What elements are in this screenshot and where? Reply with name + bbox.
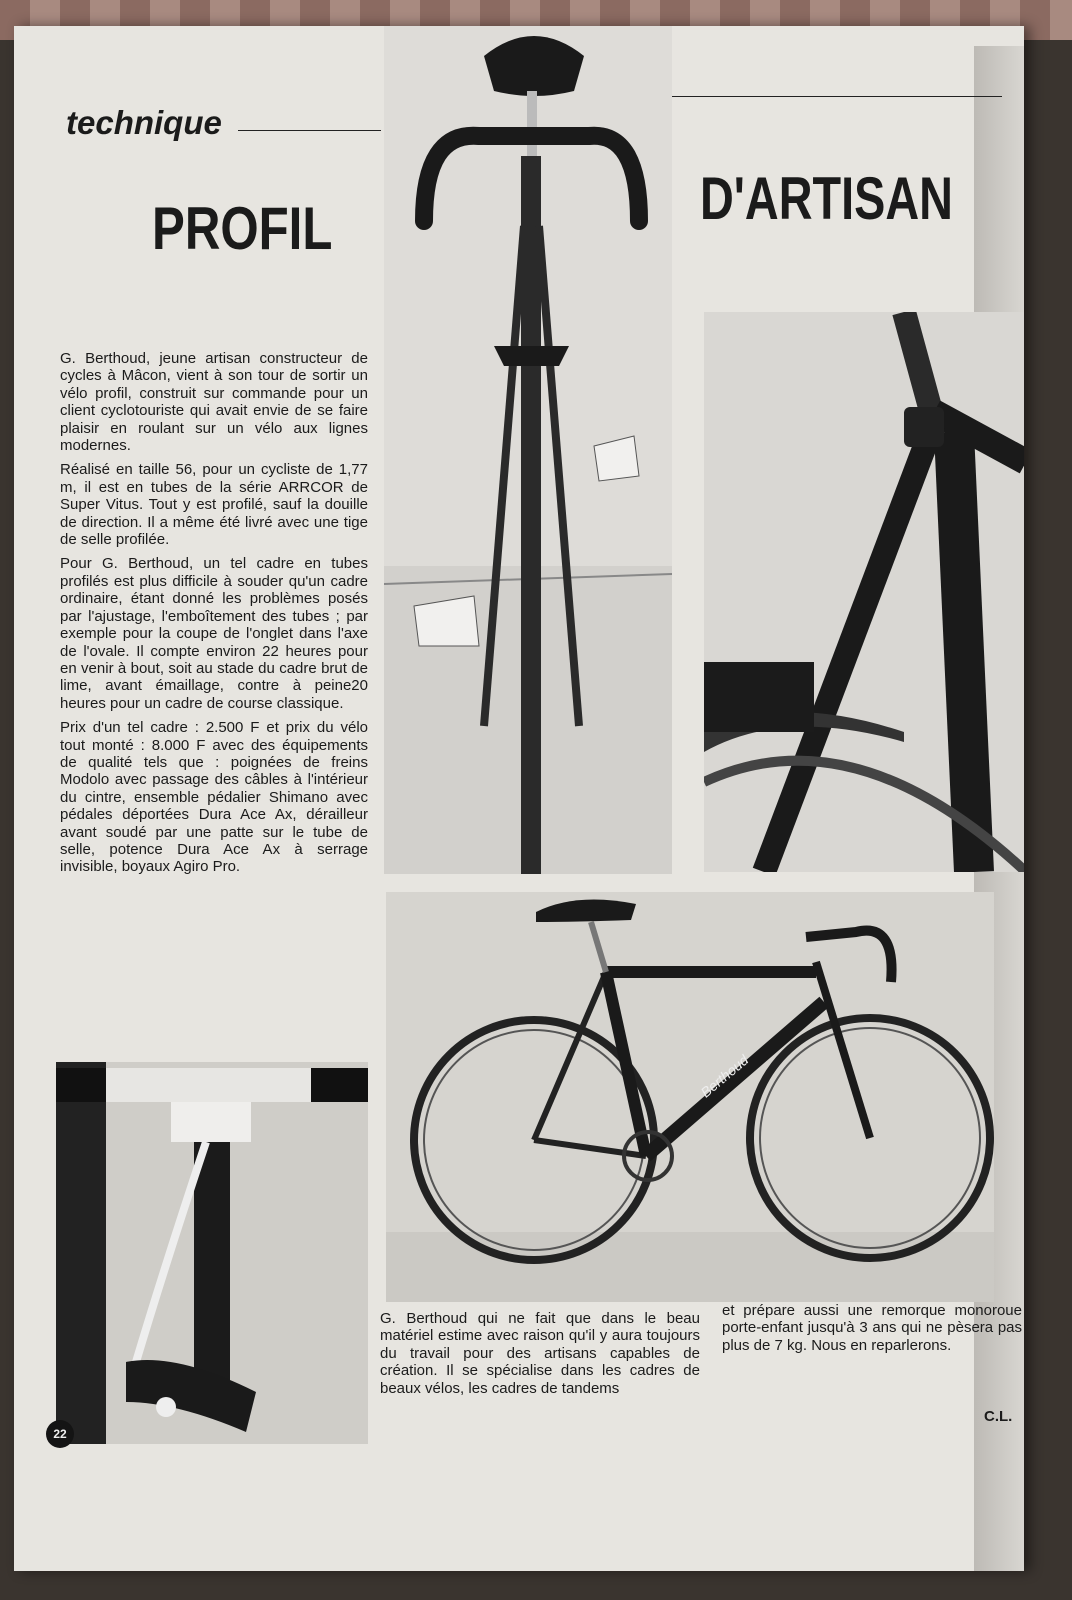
title-rule: [662, 96, 1002, 97]
photo-bicycle-side-view: [386, 892, 994, 1302]
frame-brand-decal: Berthoud: [697, 1051, 752, 1101]
body-paragraph: Réalisé en taille 56, pour un cycliste de 1,77 m, il est en tubes de la série ARRCOR de Super Vitus. Tout y est profilé, sauf la douille de direction. Il a même été livré avec une tige de selle profilée.: [60, 461, 368, 549]
section-label: technique: [66, 104, 222, 141]
title-left: PROFIL: [152, 195, 333, 262]
body-column-bottom-2: et prépare aussi une remorque monoroue porte-enfant jusqu'à 3 ans qui ne pèsera pas plus de 7 kg. Nous en reparlerons.: [722, 1302, 1022, 1354]
page-number-text: 22: [53, 1427, 67, 1441]
body-paragraph: Prix d'un tel cadre : 2.500 F et prix du vélo tout monté : 8.000 F avec des équipements de qualité tels que : poignées de freins Modolo avec passage des câbles à l'intérieur du cintre, ensemble pédalier Shimano avec pédales déportées Dura Ace Ax, dérailleur avant soudé par une patte sur le tube de selle, potence Dura Ace Ax à serrage invisible, boyaux Agiro Pro.: [60, 719, 368, 876]
body-column-bottom-1: G. Berthoud qui ne fait que dans le beau matériel estime avec raison qu'il y aura toujours du travail pour des artisans capables de création. Il se spécialise dans les cadres de beaux vélos, les cadres de tandems: [380, 1310, 700, 1397]
section-rule: [238, 130, 381, 131]
magazine-page: [14, 26, 1024, 1571]
photo-bicycle-front-view: [384, 26, 672, 874]
page-number: [46, 1420, 74, 1448]
photo-stem-detail: [56, 1062, 368, 1444]
body-paragraph: G. Berthoud, jeune artisan constructeur de cycles à Mâcon, vient à son tour de sortir un vélo profil, construit sur commande pour un client cyclotouriste qui avait envie de se faire plaisir en roulant sur un vélo aux lignes modernes.: [60, 350, 368, 455]
photo-frame-detail: [704, 312, 1024, 872]
body-column-left: [60, 350, 368, 883]
body-paragraph: Pour G. Berthoud, un tel cadre en tubes profilés est plus difficile à souder qu'un cadre ordinaire, étant donné les problèmes posés par l'ajustage, l'emboîtement des tubes ; par exemple pour la coupe de l'onglet dans l'axe de l'ovale. Il compte environ 22 heures pour en venir à bout, soit au stade du cadre brut de lime, avant émaillage, contre à peine20 heures pour un cadre de course classique.: [60, 555, 368, 712]
title-right: D'ARTISAN: [700, 165, 953, 232]
author-signature: C.L.: [984, 1408, 1013, 1425]
